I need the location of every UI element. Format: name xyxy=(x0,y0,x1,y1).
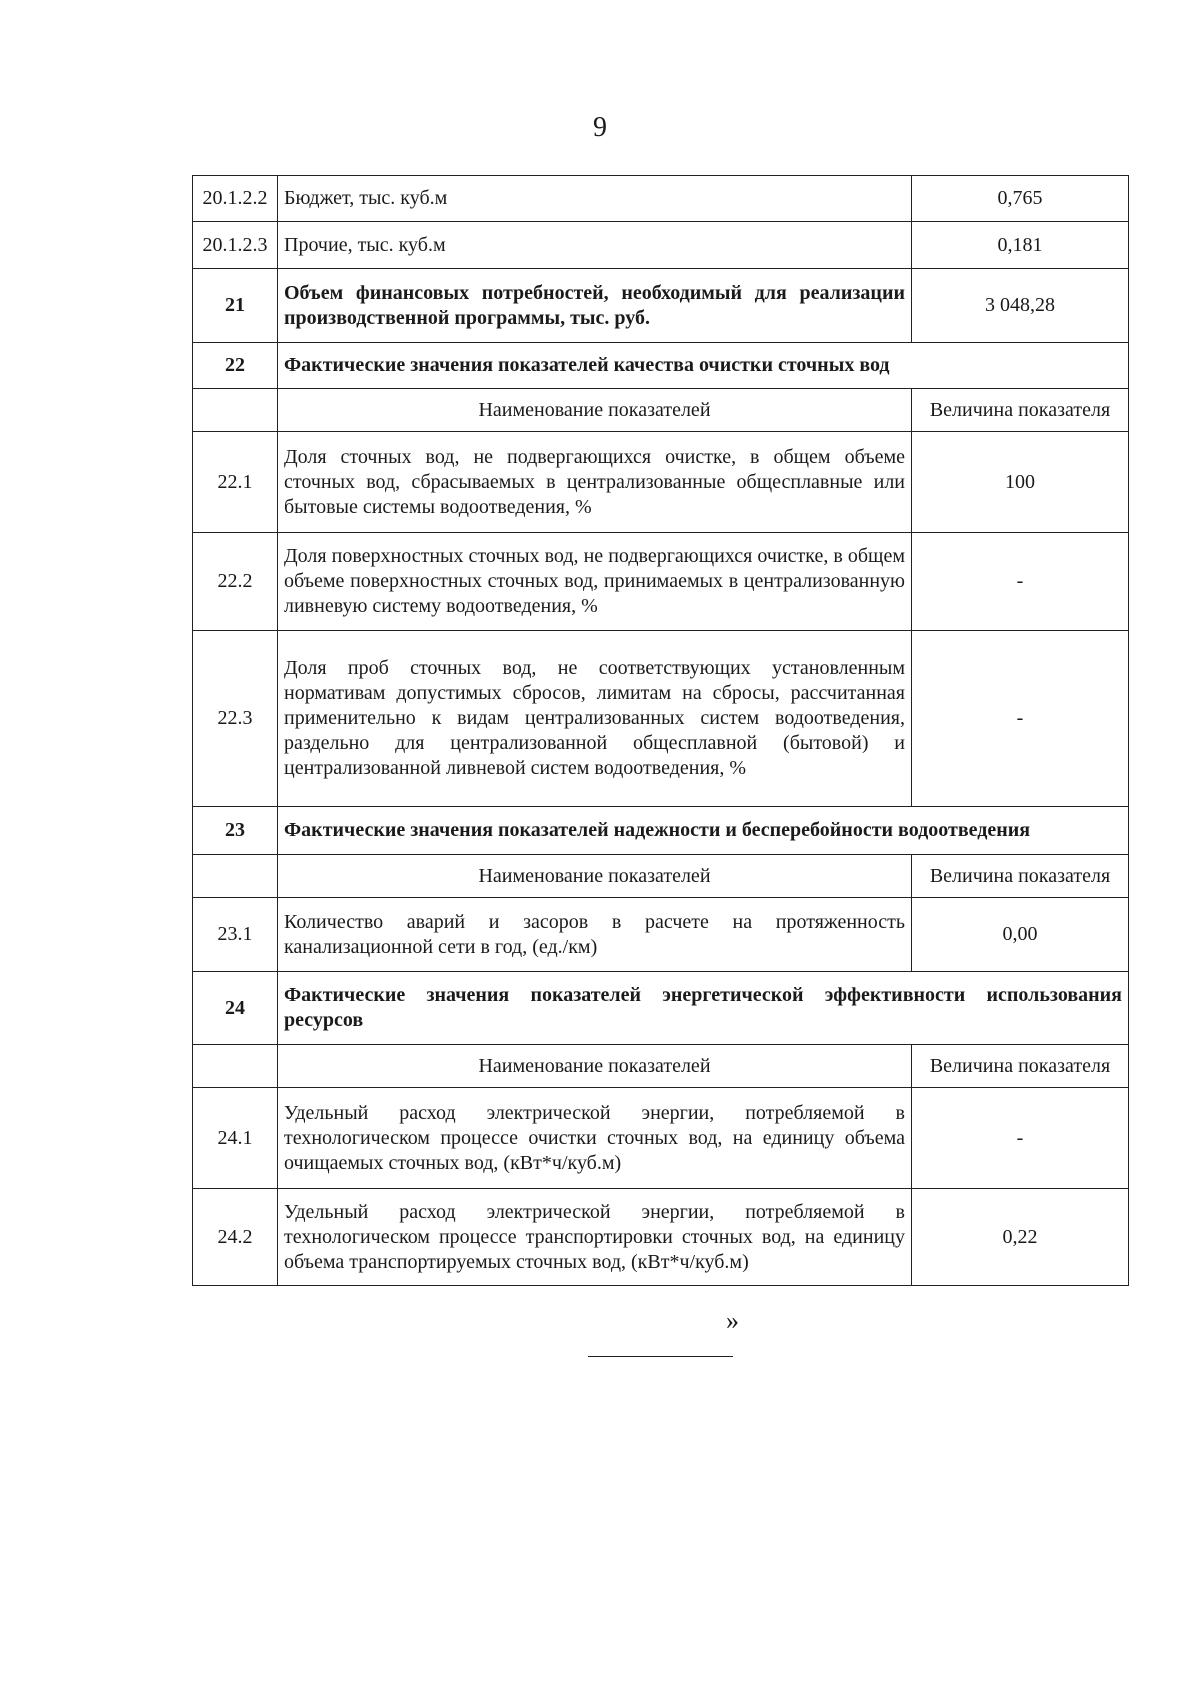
column-header-name: Наименование показателей xyxy=(278,855,912,898)
row-text: Доля поверхностных сточных вод, не подвергающихся очистке, в общем объеме поверхностных сточных вод, принимаемых в централизованную ливневую систему водоотведения, % xyxy=(278,533,912,631)
page-number: 9 xyxy=(593,112,607,143)
row-text: Доля сточных вод, не подвергающихся очистке, в общем объеме сточных вод, сбрасываемых в централизованные общесплавные или бытовые системы водоотведения, % xyxy=(278,432,912,533)
column-header-name: Наименование показателей xyxy=(278,389,912,432)
column-header-value: Величина показателя xyxy=(912,1045,1129,1088)
table-row xyxy=(193,1189,1129,1286)
subheader-row xyxy=(193,855,1129,898)
table-row xyxy=(193,269,1129,343)
row-value: 0,765 xyxy=(912,176,1129,222)
subheader-row xyxy=(193,389,1129,432)
row-value: 3 048,28 xyxy=(912,269,1129,343)
row-number: 23.1 xyxy=(193,898,278,972)
table-row xyxy=(193,176,1129,222)
row-value: - xyxy=(912,533,1129,631)
row-value: 0,22 xyxy=(912,1189,1129,1286)
row-number: 21 xyxy=(193,269,278,343)
table-row xyxy=(193,432,1129,533)
empty-cell xyxy=(193,389,278,432)
indicators-table xyxy=(192,175,1129,1286)
row-value: 100 xyxy=(912,432,1129,533)
table-row xyxy=(193,222,1129,269)
section-number: 23 xyxy=(193,807,278,855)
section-row xyxy=(193,807,1129,855)
row-number: 22.1 xyxy=(193,432,278,533)
column-header-name: Наименование показателей xyxy=(278,1045,912,1088)
row-value: 0,181 xyxy=(912,222,1129,269)
section-title: Фактические значения показателей качества очистки сточных вод xyxy=(278,343,1129,389)
section-row xyxy=(193,972,1129,1045)
table-row xyxy=(193,898,1129,972)
table-row xyxy=(193,1088,1129,1189)
section-row xyxy=(193,343,1129,389)
row-value: - xyxy=(912,1088,1129,1189)
empty-cell xyxy=(193,1045,278,1088)
row-value: - xyxy=(912,631,1129,807)
row-number: 22.3 xyxy=(193,631,278,807)
row-number: 20.1.2.2 xyxy=(193,176,278,222)
end-rule xyxy=(588,1356,733,1357)
closing-quote: » xyxy=(726,1306,739,1335)
row-text: Объем финансовых потребностей, необходимый для реализации производственной программы, тыс. руб. xyxy=(278,269,912,343)
section-title: Фактические значения показателей энергетической эффективности использования ресурсов xyxy=(278,972,1129,1045)
row-value: 0,00 xyxy=(912,898,1129,972)
row-number: 24.2 xyxy=(193,1189,278,1286)
row-text: Прочие, тыс. куб.м xyxy=(278,222,912,269)
row-text: Количество аварий и засоров в расчете на протяженность канализационной сети в год, (ед./км) xyxy=(278,898,912,972)
row-number: 20.1.2.3 xyxy=(193,222,278,269)
section-title: Фактические значения показателей надежности и бесперебойности водоотведения xyxy=(278,807,1129,855)
row-text: Удельный расход электрической энергии, потребляемой в технологическом процессе транспортировки сточных вод, на единицу объема транспортируемых сточных вод, (кВт*ч/куб.м) xyxy=(278,1189,912,1286)
section-number: 24 xyxy=(193,972,278,1045)
column-header-value: Величина показателя xyxy=(912,855,1129,898)
section-number: 22 xyxy=(193,343,278,389)
table-row xyxy=(193,631,1129,807)
table-row xyxy=(193,533,1129,631)
row-text: Удельный расход электрической энергии, потребляемой в технологическом процессе очистки сточных вод, на единицу объема очищаемых сточных вод, (кВт*ч/куб.м) xyxy=(278,1088,912,1189)
column-header-value: Величина показателя xyxy=(912,389,1129,432)
row-number: 22.2 xyxy=(193,533,278,631)
subheader-row xyxy=(193,1045,1129,1088)
row-text: Доля проб сточных вод, не соответствующих установленным нормативам допустимых сбросов, лимитам на сбросы, рассчитанная применительно к видам централизованных систем водоотведения, раздельно для централизованной общесплавной (бытовой) и централизованной ливневой систем водоотведения, % xyxy=(278,631,912,807)
empty-cell xyxy=(193,855,278,898)
row-number: 24.1 xyxy=(193,1088,278,1189)
row-text: Бюджет, тыс. куб.м xyxy=(278,176,912,222)
